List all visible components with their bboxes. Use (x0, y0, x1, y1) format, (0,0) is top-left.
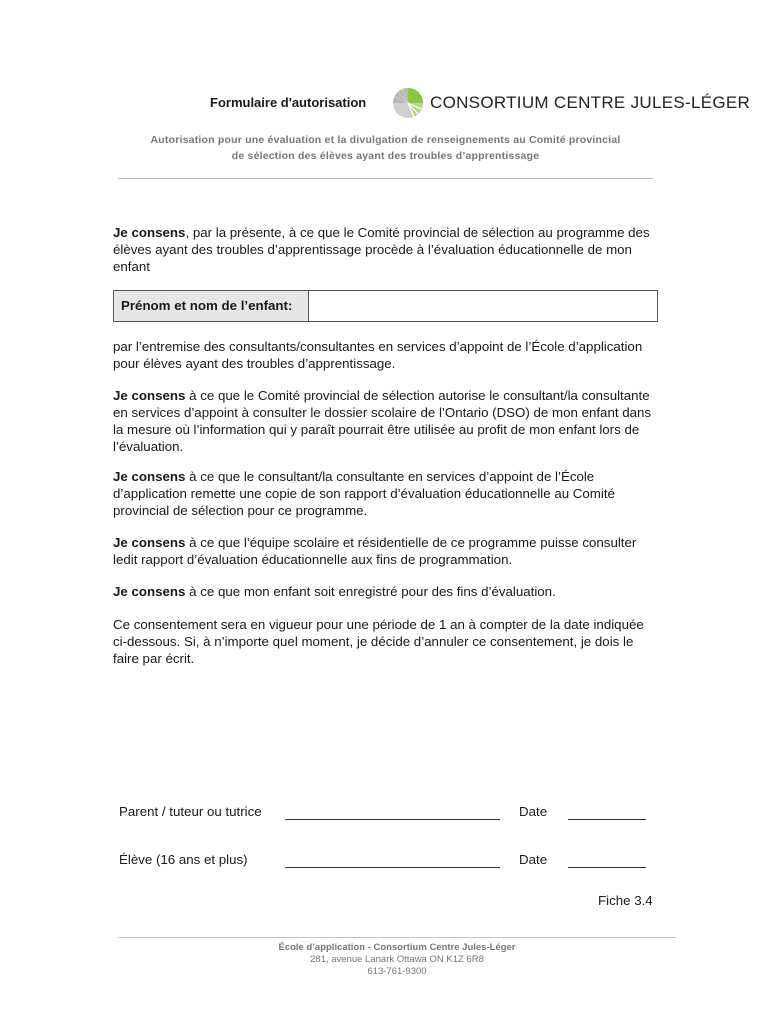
subtitle-line-1: Autorisation pour une évaluation et la divulgation de renseignements au Comité provincial (150, 134, 621, 146)
footer-divider (118, 937, 676, 938)
consent-paragraph-3 (113, 387, 658, 455)
parent-signature-label: Parent / tuteur ou tutrice (119, 804, 262, 819)
footer-address: 281, avenue Lanark Ottawa ON K1Z 6R8 (310, 954, 484, 965)
consent-paragraph-6 (113, 583, 658, 600)
parent-signature-line[interactable] (285, 819, 500, 820)
consent-text: à ce que le consultant/la consultante en services d’appoint de l’École d’application remette une copie de son rapport d’évaluation éducationnelle au Comité provincial de sélection pour ce programme. (113, 469, 615, 518)
student-signature-label: Élève (16 ans et plus) (119, 852, 248, 867)
form-subtitle (118, 132, 653, 164)
footer-organization: École d’application - Consortium Centre Jules-Léger (278, 942, 516, 953)
consent-paragraph-1 (113, 224, 658, 275)
logo-wordmark: CONSORTIUM CENTRE JULES-LÉGER (430, 93, 751, 112)
consent-duration-paragraph: Ce consentement sera en vigueur pour une période de 1 an à compter de la date indiquée ci-dessous. Si, à n’importe quel moment, je décide d’annuler ce consentement, je dois le faire par écrit. (113, 617, 644, 666)
student-signature-line[interactable] (285, 867, 500, 868)
consent-paragraph-4 (113, 468, 658, 519)
child-name-field[interactable] (309, 291, 657, 321)
subtitle-line-2: de sélection des élèves ayant des troubles d’apprentissage (231, 150, 540, 162)
parent-date-label: Date (519, 804, 548, 819)
consent-lead: Je consens (113, 469, 186, 484)
consent-text: à ce que mon enfant soit enregistré pour des fins d’évaluation. (185, 584, 556, 599)
consent-text: à ce que l’équipe scolaire et résidentielle de ce programme puisse consulter ledit rapport d’évaluation éducationnelle aux fins de programmation. (113, 535, 637, 567)
consent-lead: Je consens (113, 535, 186, 550)
consent-paragraph-2: par l’entremise des consultants/consultantes en services d’appoint de l’École d’application pour élèves ayant des troubles d’apprentissage. (113, 339, 643, 371)
student-date-label: Date (519, 852, 548, 867)
logo-leaf-icon (392, 87, 424, 119)
consent-lead: Je consens (113, 388, 186, 403)
child-name-label: Prénom et nom de l’enfant: (114, 291, 309, 321)
parent-date-line[interactable] (568, 819, 646, 820)
consent-lead: Je consens (113, 584, 186, 599)
student-date-line[interactable] (568, 867, 646, 868)
consent-text: à ce que le Comité provincial de sélection autorise le consultant/la consultante en services d’appoint à consulter le dossier scolaire de l’Ontario (DSO) de mon enfant dans la mesure où l’information qui y paraît pourrait être utilisée au profit de mon enfant lors de l’évaluation. (113, 388, 652, 454)
footer-phone: 613-761-9300 (367, 966, 427, 977)
consent-lead: Je consens (113, 225, 186, 240)
consent-text: , par la présente, à ce que le Comité provincial de sélection au programme des élèves ayant des troubles d’apprentissage procède à l’évaluation éducationnelle de mon enfant (113, 225, 650, 274)
header-divider (118, 178, 653, 179)
form-title: Formulaire d'autorisation (210, 95, 367, 110)
consent-paragraph-5 (113, 534, 658, 568)
child-name-row (113, 290, 658, 322)
form-reference: Fiche 3.4 (598, 893, 653, 908)
consortium-logo (392, 87, 750, 119)
